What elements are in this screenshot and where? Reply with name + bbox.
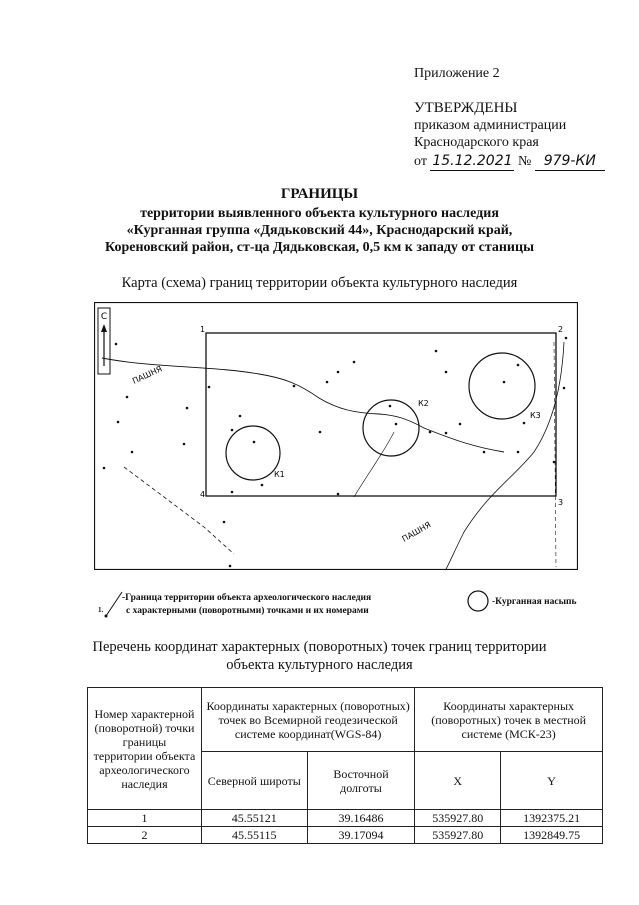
mound-legend-icon <box>466 589 490 613</box>
mound-circle-k3 <box>469 353 535 419</box>
field-edge-line-east <box>446 342 564 569</box>
header-point-number: Номер характерной (поворотной) точки границы территории объекта археологического наследия <box>88 688 202 810</box>
order-line1: приказом администрации <box>414 118 567 133</box>
track-line <box>124 467 234 554</box>
doc-title: ГРАНИЦЫ <box>280 186 359 202</box>
legend-boundary-line2: с характерными (поворотными) точками и их номерами <box>126 606 369 616</box>
cell-number: 1 <box>88 810 202 827</box>
north-label: С <box>100 312 108 322</box>
map-caption: Карта (схема) границ территории объекта культурного наследия <box>121 275 518 291</box>
legend-boundary-line1: -Граница территории объекта археологического наследия <box>122 593 372 603</box>
doc-title-line2: «Курганная группа «Дядьковский 44», Краснодарский край, <box>126 223 513 238</box>
header-wgs84: Координаты характерных (поворотных) точек во Всемирной геодезической системе координат(WGS-84) <box>201 688 414 752</box>
field-label-south: ПАШНЯ <box>400 520 433 544</box>
cell-latitude: 45.55115 <box>201 827 307 844</box>
point-label-3: 3 <box>558 498 564 507</box>
table-row <box>88 827 603 844</box>
mound-circle-k2 <box>363 400 419 456</box>
mound-label-k1: К1 <box>274 470 285 479</box>
cell-y: 1392849.75 <box>501 827 603 844</box>
field-label-north: ПАШНЯ <box>131 364 164 386</box>
cell-x: 535927.80 <box>415 810 501 827</box>
order-date: 15.12.2021 <box>432 153 513 169</box>
date-prefix: от <box>414 154 427 169</box>
cell-longitude: 39.16486 <box>307 810 415 827</box>
subheader-x: X <box>415 752 501 810</box>
mound-label-k2: К2 <box>418 399 429 408</box>
coords-list-title-line2: объекта культурного наследия <box>226 657 413 673</box>
cell-latitude: 45.55121 <box>201 810 307 827</box>
number-prefix: № <box>517 154 532 169</box>
order-date-line <box>414 152 624 171</box>
point-label-2: 2 <box>558 325 564 334</box>
coords-list-title-line1: Перечень координат характерных (поворотных) точек границ территории <box>92 639 547 655</box>
table-row <box>88 810 603 827</box>
cell-longitude: 39.17094 <box>307 827 415 844</box>
boundary-map <box>94 302 578 570</box>
order-number: 979-КИ <box>535 152 605 171</box>
appendix-label: Приложение 2 <box>414 66 500 81</box>
elevation-points <box>103 337 568 568</box>
coordinates-table <box>87 687 603 844</box>
mound-circle-k1 <box>226 426 280 480</box>
point-label-4: 4 <box>200 490 206 499</box>
mound-label-k3: К3 <box>530 411 541 420</box>
subheader-north-latitude: Северной широты <box>201 752 307 810</box>
doc-title-line3: Кореновский район, ст-ца Дядьковская, 0,5 км к западу от станицы <box>105 240 534 255</box>
north-arrow-icon <box>98 308 110 374</box>
road-line <box>354 432 394 497</box>
legend-mound-label: -Курганная насыпь <box>492 597 577 607</box>
subheader-y: Y <box>501 752 603 810</box>
subheader-east-longitude: Восточной долготы <box>307 752 415 810</box>
doc-title-line1: территории выявленного объекта культурного наследия <box>140 206 499 221</box>
map-frame <box>95 303 578 570</box>
cell-number: 2 <box>88 827 202 844</box>
cell-x: 535927.80 <box>415 827 501 844</box>
header-msk23: Координаты характерных (поворотных) точек в местной системе (МСК-23) <box>415 688 603 752</box>
point-label-1: 1 <box>200 325 206 334</box>
legend-point-example: 1. <box>98 606 104 614</box>
order-line2: Краснодарского края <box>414 135 539 150</box>
cell-y: 1392375.21 <box>501 810 603 827</box>
approved-label: УТВЕРЖДЕНЫ <box>414 100 518 116</box>
